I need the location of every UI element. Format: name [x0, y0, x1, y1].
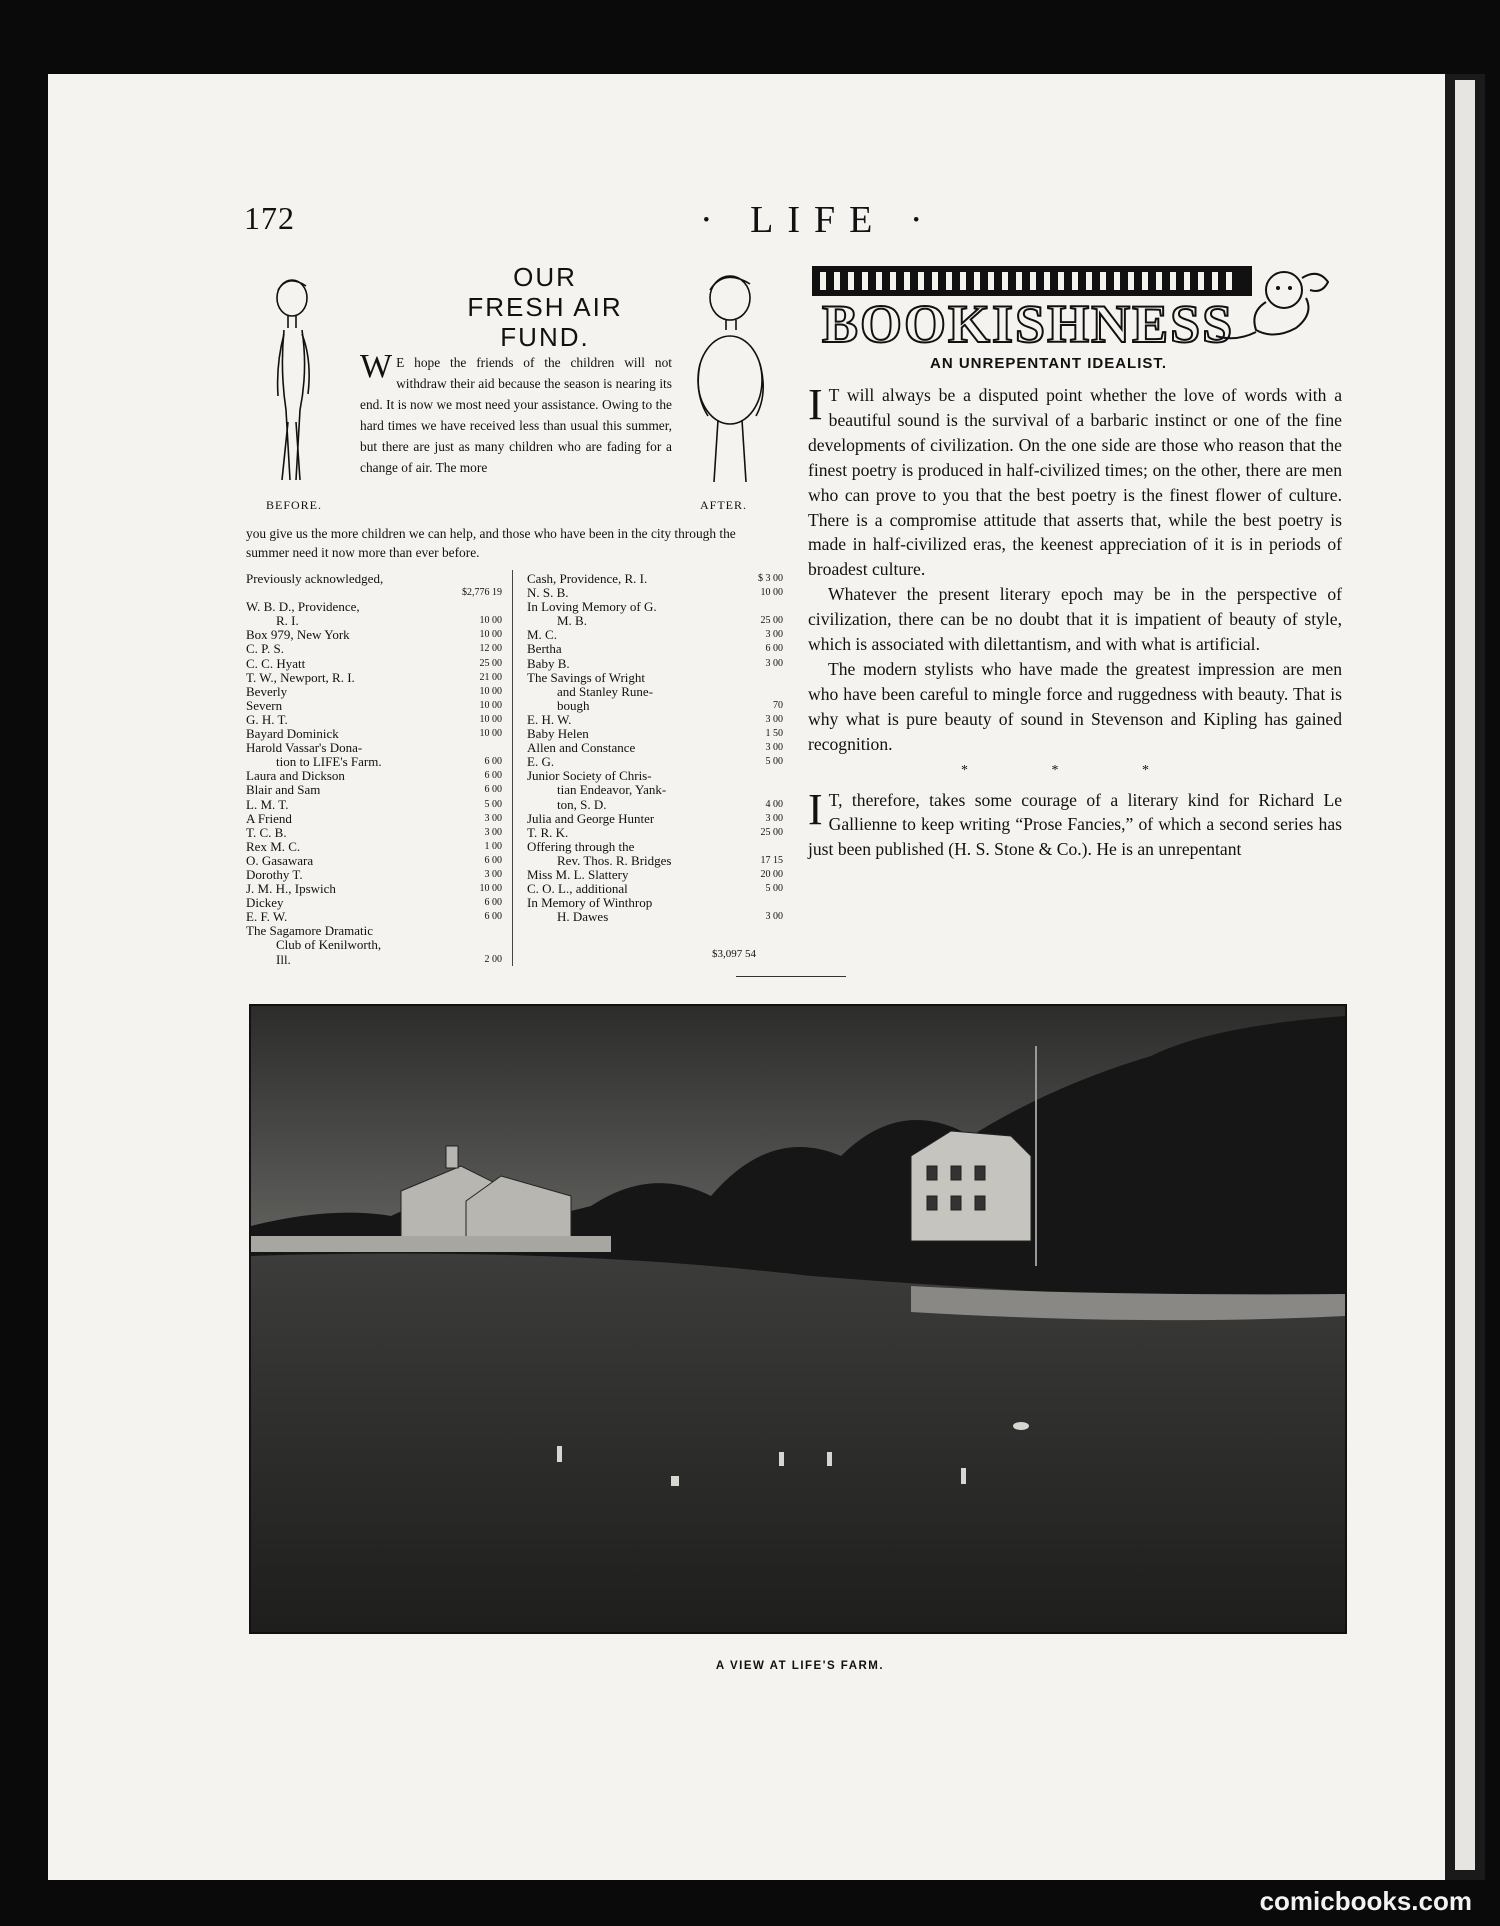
donor-name: Miss M. L. Slattery	[527, 867, 629, 882]
donor-name: C. O. L., additional	[527, 882, 628, 897]
donation-row	[246, 924, 502, 938]
essay-paragraph	[808, 784, 1342, 863]
donor-name: T. R. K.	[527, 825, 569, 840]
donation-amount	[458, 741, 502, 755]
donation-row	[246, 699, 502, 713]
donor-name: tion to LIFE's Farm.	[276, 755, 382, 770]
donor-name: C. P. S.	[246, 642, 284, 657]
donation-row	[527, 572, 783, 586]
donation-amount: 1 50	[765, 728, 783, 740]
donation-amount	[739, 685, 783, 699]
donation-amount: 3 00	[484, 868, 502, 880]
donor-name: Dorothy T.	[246, 867, 303, 882]
next-page-edge	[1455, 80, 1475, 1870]
donation-row	[246, 685, 502, 699]
donation-row	[527, 755, 783, 769]
donation-amount: 6 00	[765, 643, 783, 655]
donation-amount: 10 00	[479, 615, 502, 627]
donor-name: Baby Helen	[527, 727, 589, 742]
donation-amount: 5 00	[484, 798, 502, 810]
donation-amount: 1 00	[484, 840, 502, 852]
donation-amount	[739, 783, 783, 797]
donation-row	[527, 840, 783, 854]
donation-amount: 3 00	[765, 911, 783, 923]
donation-amount: 10 00	[479, 883, 502, 895]
donor-name: ton, S. D.	[557, 797, 607, 812]
title-line: OUR	[513, 262, 577, 292]
donor-name: G. H. T.	[246, 712, 288, 727]
donation-row	[246, 586, 502, 600]
essay-dropcap: I	[808, 380, 823, 429]
donation-amount: 3 00	[765, 742, 783, 754]
donation-amount	[739, 769, 783, 783]
donation-row	[246, 826, 502, 840]
donor-name: M. C.	[527, 628, 557, 643]
donation-row	[246, 910, 502, 924]
donation-row	[246, 755, 502, 769]
donor-name: T. C. B.	[246, 825, 287, 840]
donation-row	[527, 600, 783, 614]
donation-row	[527, 882, 783, 896]
donation-amount: 25 00	[760, 826, 783, 838]
donation-list-right	[527, 572, 783, 924]
donation-row	[527, 741, 783, 755]
donation-amount: 20 00	[760, 868, 783, 880]
donation-row	[527, 812, 783, 826]
donation-amount: 4 00	[765, 798, 783, 810]
donation-amount: 2 00	[484, 953, 502, 965]
page-number: 172	[244, 200, 295, 236]
donation-row	[246, 713, 502, 727]
donation-row	[527, 614, 783, 628]
donation-row	[246, 642, 502, 656]
donor-name: A Friend	[246, 811, 292, 826]
donation-row	[246, 953, 502, 967]
donation-row	[527, 685, 783, 699]
donation-amount: 3 00	[765, 657, 783, 669]
donation-row	[527, 854, 783, 868]
donation-amount: 6 00	[484, 897, 502, 909]
donation-row	[246, 868, 502, 882]
donor-name: Offering through the	[527, 839, 635, 854]
donation-amount	[458, 924, 502, 938]
donation-row	[246, 798, 502, 812]
donor-name: Club of Kenilworth,	[276, 938, 382, 953]
donation-row	[246, 896, 502, 910]
donation-total: $3,097 54	[712, 948, 756, 960]
donation-amount: 3 00	[765, 629, 783, 641]
donor-name: Harold Vassar's Dona-	[246, 741, 363, 756]
donor-name: Bayard Dominick	[246, 727, 339, 742]
donation-amount	[458, 600, 502, 614]
donor-name: E. G.	[527, 755, 555, 770]
donation-amount: 10 00	[479, 685, 502, 697]
donation-row	[527, 586, 783, 600]
donation-row	[527, 628, 783, 642]
donation-amount: 3 00	[765, 713, 783, 725]
donation-row	[246, 657, 502, 671]
masthead: · LIFE ·	[700, 199, 937, 241]
donation-amount: 6 00	[484, 784, 502, 796]
donation-amount: 3 00	[484, 826, 502, 838]
donation-amount: $ 3 00	[758, 573, 783, 584]
donation-amount: 10 00	[760, 587, 783, 599]
total-rule	[736, 976, 846, 977]
donation-row	[527, 868, 783, 882]
donation-row	[527, 826, 783, 840]
donor-name: The Sagamore Dramatic	[246, 924, 374, 939]
donation-row	[527, 657, 783, 671]
donation-amount: 6 00	[484, 770, 502, 782]
donor-name: E. H. W.	[527, 712, 572, 727]
donor-name: Julia and George Hunter	[527, 811, 655, 826]
intro-dropcap: W	[360, 348, 393, 385]
donation-amount: $2,776 19	[462, 587, 502, 599]
donation-row	[246, 600, 502, 614]
bookishness-essay	[808, 380, 1342, 862]
donor-name: The Savings of Wright	[527, 670, 646, 685]
donor-name: Previously acknowledged,	[246, 572, 384, 586]
fresh-air-intro	[360, 348, 672, 478]
donor-name: N. S. B.	[527, 586, 569, 601]
donor-name: Allen and Constance	[527, 741, 636, 756]
donor-name: In Memory of Winthrop	[527, 896, 653, 911]
essay-paragraph: Whatever the present literary epoch may be in the perspective of civilization, there can be no doubt that it is impatient of beauty of style, which is associated with dilettantism, and with what is artificial.	[808, 584, 1342, 655]
donation-amount: 3 00	[484, 812, 502, 824]
donor-name: L. M. T.	[246, 797, 289, 812]
donation-amount: 5 00	[765, 756, 783, 768]
donor-name: Ill.	[276, 952, 291, 967]
donor-name: J. M. H., Ipswich	[246, 882, 336, 897]
essay-paragraph-text: T will always be a disputed point whether the love of words with a beautiful sound is the survival of a barbaric instinct or one of the fine developments of civilization. On the one side are those who reason that the finest poetry is produced in half-civilized times; on the other, there are men who can prove to you that the best poetry is the finest flower of culture. There is a compromise attitude that asserts that, while the best poetry is made in half-civilized eras, the keenest appreciation of it is in periods of broadest culture.	[808, 385, 1342, 580]
donor-name: Severn	[246, 698, 283, 713]
donation-amount	[739, 896, 783, 910]
donation-amount	[458, 572, 502, 586]
donation-row	[527, 671, 783, 685]
donor-name: Junior Society of Chris-	[527, 769, 652, 784]
donation-row	[527, 798, 783, 812]
donor-name: Blair and Sam	[246, 783, 321, 798]
donation-amount: 10 00	[479, 699, 502, 711]
donation-row	[527, 783, 783, 797]
donation-row	[527, 699, 783, 713]
donor-name: Box 979, New York	[246, 628, 350, 643]
donor-name: O. Gasawara	[246, 853, 314, 868]
donation-amount: 6 00	[484, 756, 502, 768]
donor-name: Rex M. C.	[246, 839, 301, 854]
after-illustration	[686, 268, 772, 488]
donation-row	[527, 910, 783, 924]
donation-amount: 5 00	[765, 883, 783, 895]
donor-name: R. I.	[276, 614, 299, 629]
donation-row	[246, 614, 502, 628]
donor-name: T. W., Newport, R. I.	[246, 670, 355, 685]
donor-name: Cash, Providence, R. I.	[527, 572, 648, 586]
donation-row	[246, 882, 502, 896]
donation-amount: 3 00	[765, 812, 783, 824]
donation-row	[527, 896, 783, 910]
donor-name: tian Endeavor, Yank-	[557, 783, 667, 798]
donor-name: Baby B.	[527, 656, 570, 671]
donation-row	[246, 812, 502, 826]
bookishness-heading	[808, 262, 1340, 350]
donation-amount: 21 00	[479, 671, 502, 683]
donation-amount	[739, 600, 783, 614]
donor-name: Bertha	[527, 642, 562, 657]
donor-name: bough	[557, 698, 590, 713]
donation-row	[246, 938, 502, 952]
essay-paragraph: The modern stylists who have made the greatest impression are men who have been careful to mingle force and ruggedness with beauty. That is why what is pure beauty of sound in Stevenson and Kipling has gained recognition.	[808, 658, 1342, 754]
donation-amount: 70	[773, 699, 783, 711]
after-caption: AFTER.	[700, 498, 748, 512]
before-illustration	[262, 272, 334, 486]
donation-amount: 12 00	[479, 643, 502, 655]
donor-name: H. Dawes	[557, 910, 609, 925]
donation-amount: 10 00	[479, 728, 502, 740]
donation-row	[527, 642, 783, 656]
donation-amount: 25 00	[479, 657, 502, 669]
donation-amount: 6 00	[484, 911, 502, 923]
donation-row	[246, 854, 502, 868]
essay-dropcap: I	[808, 784, 823, 834]
farm-photograph	[249, 1004, 1347, 1634]
title-line: FUND.	[500, 322, 590, 352]
donation-list-left	[246, 572, 502, 967]
photo-caption: A VIEW AT LIFE'S FARM.	[715, 1660, 885, 1672]
donor-name: Beverly	[246, 684, 288, 699]
donation-amount	[739, 671, 783, 685]
donation-row	[246, 783, 502, 797]
donor-name: Rev. Thos. R. Bridges	[557, 853, 672, 868]
donation-amount: 25 00	[760, 615, 783, 627]
donor-name: M. B.	[557, 614, 587, 629]
essay-subhead: AN UNREPENTANT IDEALIST.	[930, 355, 1168, 372]
intro-text: E hope the friends of the children will not withdraw their aid because the season is nearing its end. It is now we most need your assistance. Owing to the hard times we have received less than usual this summer, but there are just as many children who are fading for a change of air. The more	[360, 355, 672, 475]
donor-name: C. C. Hyatt	[246, 656, 306, 671]
donation-amount	[739, 840, 783, 854]
donation-row	[246, 769, 502, 783]
donor-name: Dickey	[246, 896, 284, 911]
donor-name: W. B. D., Providence,	[246, 600, 360, 615]
fresh-air-title	[440, 262, 650, 352]
donation-amount	[458, 938, 502, 952]
essay-paragraph	[808, 380, 1342, 582]
donor-name: Laura and Dickson	[246, 769, 345, 784]
donor-name: and Stanley Rune-	[557, 684, 654, 699]
donation-row	[246, 840, 502, 854]
donation-row	[527, 713, 783, 727]
donor-name: In Loving Memory of G.	[527, 600, 657, 615]
donor-name: E. F. W.	[246, 910, 288, 925]
donation-amount: 17 15	[760, 854, 783, 866]
donation-row	[246, 727, 502, 741]
donation-amount: 10 00	[479, 713, 502, 725]
essay-paragraph-text: T, therefore, takes some courage of a literary kind for Richard Le Gallienne to keep writing “Prose Fancies,” of which a second series has just been published (H. S. Stone & Co.). He is an unrepentant	[808, 789, 1342, 860]
donation-row	[527, 769, 783, 783]
donation-amount: 6 00	[484, 854, 502, 866]
section-break-stars: * * *	[961, 762, 1189, 778]
donation-row	[246, 741, 502, 755]
donation-row	[246, 671, 502, 685]
fresh-air-intro-tail: you give us the more children we can help, and those who have been in the city through the summer need it now more than ever before.	[246, 526, 736, 560]
donation-row	[246, 628, 502, 642]
title-line: FRESH AIR	[467, 292, 623, 322]
before-caption: BEFORE.	[266, 498, 323, 512]
bookishness-heading-text: BOOKISHNESS	[822, 294, 1235, 350]
donation-row	[527, 727, 783, 741]
donation-amount: 10 00	[479, 629, 502, 641]
column-divider	[512, 570, 513, 966]
donation-row	[246, 572, 502, 586]
site-watermark: comicbooks.com	[1259, 1886, 1472, 1916]
